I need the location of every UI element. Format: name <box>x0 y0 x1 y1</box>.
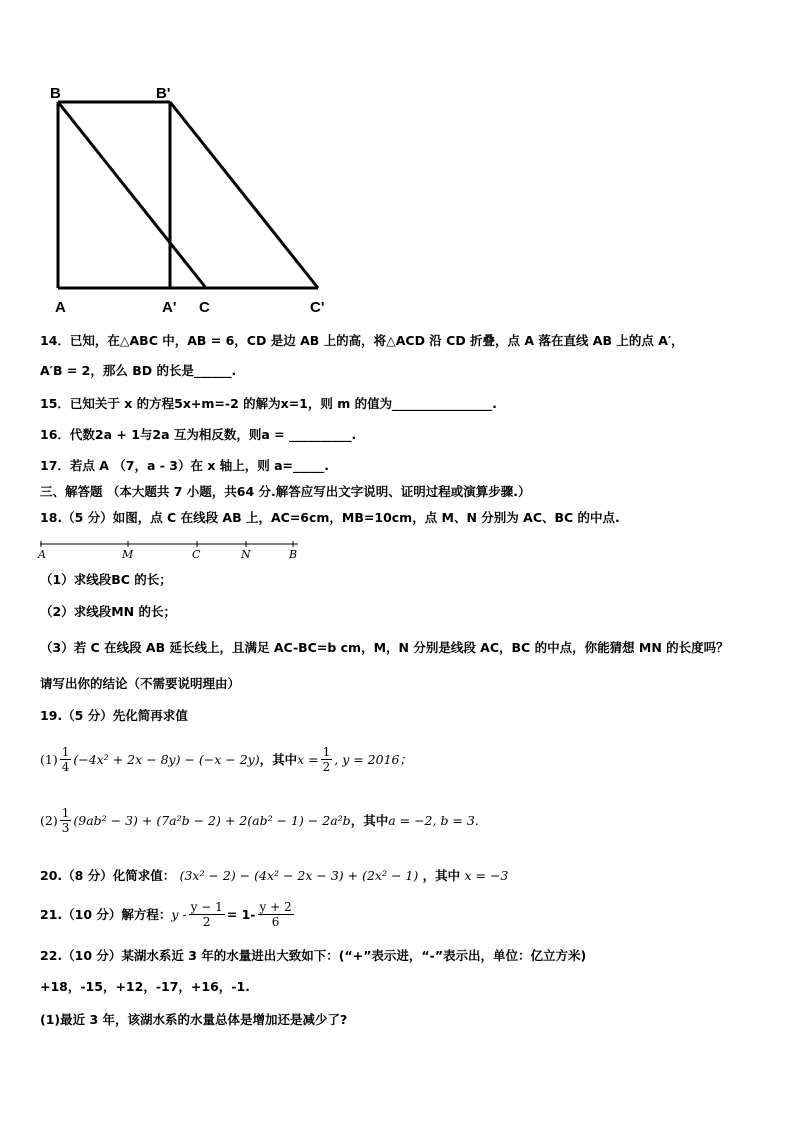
q19-e2-label: (2) <box>40 812 58 828</box>
q18-part2: （2）求线段MN 的长； <box>40 604 176 619</box>
seg-label-A: A <box>38 548 46 561</box>
label-A: A <box>55 299 66 316</box>
q19-e1-where: ，其中 <box>259 751 298 767</box>
q18-part3-cont: 请写出你的结论（不需要说明理由） <box>40 676 241 691</box>
fraction-numerator: 1 <box>322 745 331 759</box>
fraction-numerator: y + 2 <box>259 900 292 914</box>
fraction-denominator: 3 <box>61 821 70 835</box>
q21 <box>40 900 296 929</box>
q19-e1-x: x = <box>297 751 319 767</box>
segment-diagram <box>36 538 306 564</box>
q18-part1: （1）求线段BC 的长； <box>40 572 172 587</box>
q15: 15．已知关于 x 的方程5x+m=-2 的解为x=1，则 m 的值为________________. <box>40 396 497 411</box>
q19-expression-2 <box>40 806 479 835</box>
seg-label-M: M <box>122 548 134 561</box>
q21-fraction-2 <box>258 900 294 929</box>
q18-part3: （3）若 C 在线段 AB 延长线上，且满足 AC-BC=b cm，M，N 分别是线段 AC，BC 的中点，你能猜想 MN 的长度吗？ <box>40 640 729 655</box>
fraction-numerator: y − 1 <box>190 900 223 914</box>
q14-line2: A′B = 2，那么 BD 的长是______. <box>40 363 237 378</box>
fraction-denominator: 6 <box>271 915 280 929</box>
fraction-numerator: 1 <box>61 806 70 820</box>
fraction-denominator: 2 <box>322 760 331 774</box>
q20-stem: 20.（8 分）化简求值： <box>40 868 176 883</box>
q19-e2-expr: (9ab² − 3) + (7a²b − 2) + 2(ab² − 1) − 2a²b <box>73 812 351 828</box>
q19-e1-expr: (−4x² + 2x − 8y) − (−x − 2y) <box>73 751 260 767</box>
q19-e1-label: (1) <box>40 751 58 767</box>
q20-where: ，其中 <box>422 868 461 883</box>
fraction-denominator: 2 <box>202 915 211 929</box>
q22-part1: (1)最近 3 年，该湖水系的水量总体是增加还是减少了? <box>40 1012 348 1027</box>
q14-line1: 14．已知，在△ABC 中，AB = 6，CD 是边 AB 上的高，将△ACD 沿 CD 折叠，点 A 落在直线 AB 上的点 A′， <box>40 333 684 348</box>
seg-label-N: N <box>241 548 251 561</box>
label-C-prime: C' <box>310 299 325 316</box>
seg-label-B: B <box>289 548 298 561</box>
q21-y: y - <box>171 906 187 922</box>
q22-stem: 22.（10 分）某湖水系近 3 年的水量进出大致如下：(“+”表示进，“-”表示出，单位：亿立方米) <box>40 948 587 963</box>
q21-stem: 21.（10 分）解方程： <box>40 906 172 922</box>
q19-e1-fraction <box>60 745 72 774</box>
q19-e2-where: ，其中 <box>350 812 389 828</box>
fraction-numerator: 1 <box>61 745 70 759</box>
q18-stem: 18.（5 分）如图，点 C 在线段 AB 上，AC=6cm，MB=10cm，点 M、N 分别为 AC、BC 的中点. <box>40 510 620 525</box>
q19-e2-fraction <box>60 806 72 835</box>
label-A-prime: A' <box>162 299 177 316</box>
seg-label-C: C <box>192 548 201 561</box>
q21-fraction-1 <box>189 900 225 929</box>
segment-B-prime-C-prime <box>170 102 318 288</box>
q21-mid: = 1- <box>226 906 256 922</box>
label-B-prime: B' <box>156 85 171 102</box>
q20 <box>40 867 508 885</box>
section-heading: 三、解答题 （本大题共 7 小题，共64 分.解答应写出文字说明、证明过程或演算步骤.） <box>40 484 531 499</box>
q17: 17．若点 A （7，a - 3）在 x 轴上，则 a=_____. <box>40 458 330 473</box>
q16: 16．代数2a + 1与2a 互为相反数，则a = __________. <box>40 427 357 442</box>
q19-stem: 19.（5 分）先化简再求值 <box>40 708 188 723</box>
q19-expression-1 <box>40 745 412 774</box>
q19-e2-vals: a = −2, b = 3. <box>388 812 479 828</box>
q20-expr: (3x² − 2) − (4x² − 2x − 3) + (2x² − 1) <box>179 868 419 883</box>
q19-e1-x-fraction <box>321 745 333 774</box>
q19-e1-y: , y = 2016； <box>334 751 412 767</box>
geometry-figure <box>40 78 340 318</box>
label-B: B <box>50 85 61 102</box>
q22-data: +18，-15，+12，-17，+16，-1. <box>40 979 250 994</box>
segment-B-C <box>58 102 206 288</box>
fraction-denominator: 4 <box>61 760 70 774</box>
label-C: C <box>199 299 210 316</box>
q20-val: x = −3 <box>464 868 509 883</box>
